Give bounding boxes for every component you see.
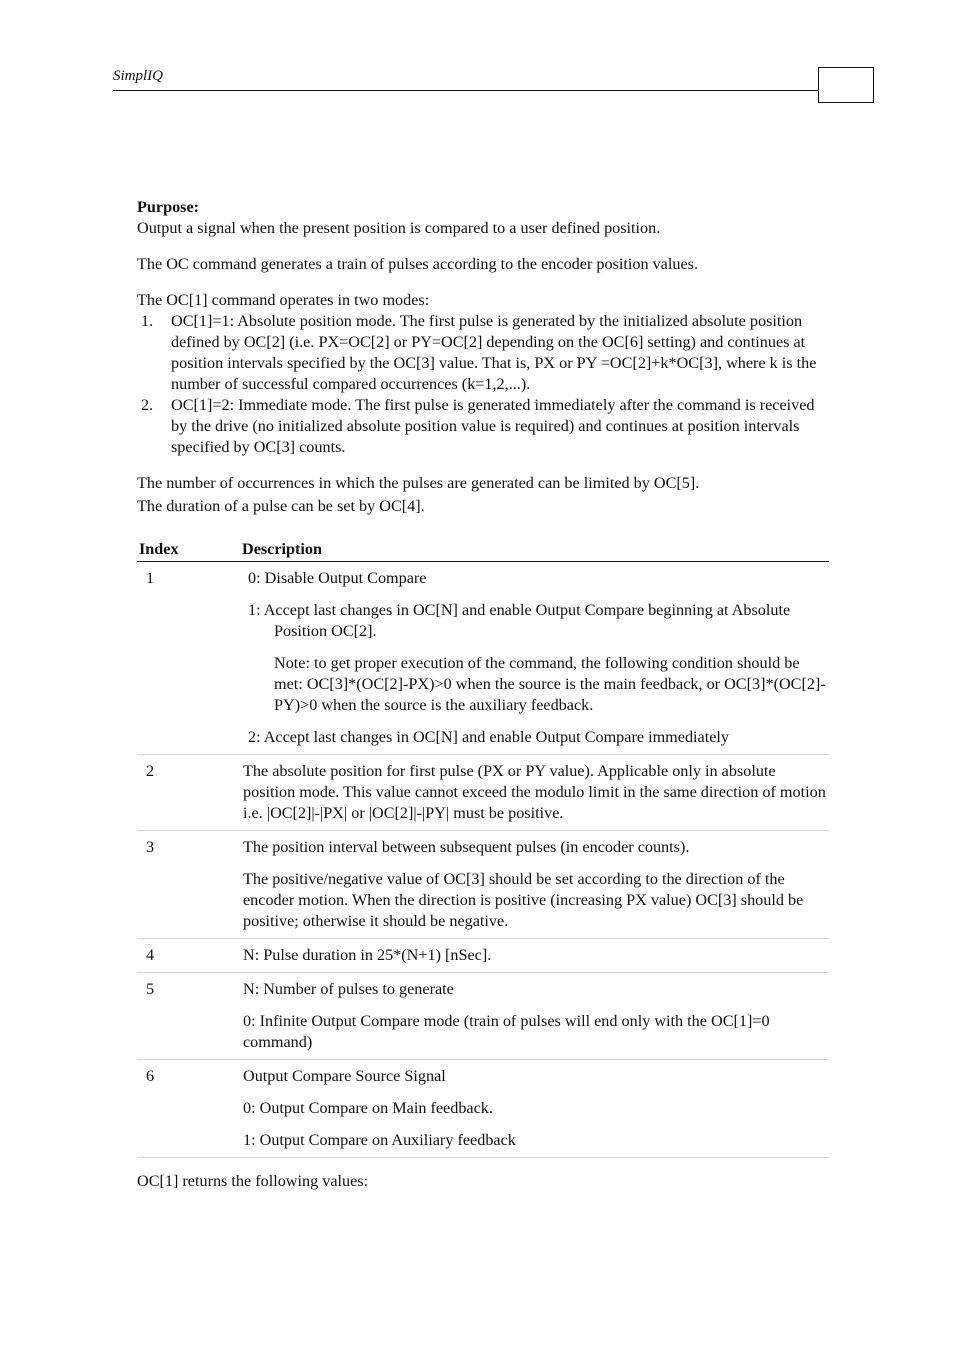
list-item-text: OC[1]=2: Immediate mode. The first pulse is generated immediately after the command is received by the drive (no initialized absolute position value is required) and continues at position intervals specified by OC[3] counts.	[171, 396, 815, 456]
description-line: 0: Output Compare on Main feedback.	[243, 1099, 493, 1117]
duration-paragraph: The duration of a pulse can be set by OC[4].	[137, 497, 425, 515]
table-header	[137, 539, 829, 562]
description-line: 0: Disable Output Compare	[248, 569, 427, 587]
row-description	[243, 837, 829, 932]
list-item-number: 1.	[141, 312, 154, 330]
table-row	[137, 939, 829, 973]
table-row	[137, 562, 829, 755]
modes-list	[137, 311, 829, 458]
description-line: N: Pulse duration in 25*(N+1) [nSec].	[243, 946, 492, 964]
occurrences-paragraph: The number of occurrences in which the pulses are generated can be limited by OC[5].	[137, 474, 700, 492]
row-index: 3	[146, 838, 155, 856]
row-index: 5	[146, 980, 155, 998]
description-line: N: Number of pulses to generate	[243, 980, 454, 998]
description-line: 1: Output Compare on Auxiliary feedback	[243, 1131, 516, 1149]
header-rule	[113, 90, 819, 91]
description-line: 1: Accept last changes in OC[N] and enable Output Compare beginning at Absolute Position OC[2].	[248, 601, 791, 640]
row-description	[243, 979, 829, 1053]
modes-intro: The OC[1] command operates in two modes:	[137, 291, 430, 309]
column-header-description: Description	[242, 540, 323, 558]
header-title: SimplIQ	[113, 68, 163, 84]
oc-command-paragraph: The OC command generates a train of pulses according to the encoder position values.	[137, 255, 698, 273]
table-row	[137, 831, 829, 939]
description-line: Output Compare Source Signal	[243, 1067, 446, 1085]
row-description	[243, 1066, 829, 1151]
list-item-text: OC[1]=1: Absolute position mode. The first pulse is generated by the initialized absolute position defined by OC[2] (i.e. PX=OC[2] or PY=OC[2] depending on the OC[6] setting) and continues at position intervals specified by the OC[3] value. That is, PX or PY =OC[2]+k*OC[3], where k is the number of successful compared occurrences (k=1,2,...).	[171, 312, 817, 393]
table-row	[137, 755, 829, 831]
table-row	[137, 1060, 829, 1158]
purpose-label: Purpose:	[137, 198, 200, 216]
column-header-index: Index	[139, 540, 179, 558]
description-line: The positive/negative value of OC[3] should be set according to the direction of the encoder motion. When the direction is positive (increasing PX value) OC[3] should be positive; otherwise it should be negative.	[243, 870, 804, 930]
list-item	[137, 395, 829, 458]
row-index: 4	[146, 946, 155, 964]
description-note: Note: to get proper execution of the command, the following condition should be met: OC[3]*(OC[2]-PX)>0 when the source is the main feedback, or OC[3]*(OC[2]-PY)>0 when the source is the auxiliary feedback.	[274, 654, 826, 714]
row-index: 2	[146, 762, 155, 780]
description-line: 0: Infinite Output Compare mode (train of pulses will end only with the OC[1]=0 command)	[243, 1012, 770, 1051]
purpose-text: Output a signal when the present position is compared to a user defined position.	[137, 219, 661, 237]
description-line: The position interval between subsequent pulses (in encoder counts).	[243, 838, 690, 856]
row-description	[243, 945, 829, 966]
row-index: 6	[146, 1067, 155, 1085]
table-row	[137, 973, 829, 1060]
list-item	[137, 311, 829, 395]
page-number-box	[818, 67, 874, 103]
parameter-table	[137, 539, 829, 1158]
description-line: The absolute position for first pulse (PX or PY value). Applicable only in absolute position mode. This value cannot exceed the modulo limit in the same direction of motion i.e. |OC[2]|-|PX| or |OC[2]|-|PY| must be positive.	[243, 762, 826, 822]
row-description	[243, 568, 829, 748]
row-index: 1	[146, 569, 155, 587]
page-content	[137, 197, 829, 1192]
description-line: 2: Accept last changes in OC[N] and enable Output Compare immediately	[248, 728, 729, 746]
list-item-number: 2.	[141, 396, 154, 414]
row-description	[243, 761, 829, 824]
returns-paragraph: OC[1] returns the following values:	[137, 1172, 369, 1190]
